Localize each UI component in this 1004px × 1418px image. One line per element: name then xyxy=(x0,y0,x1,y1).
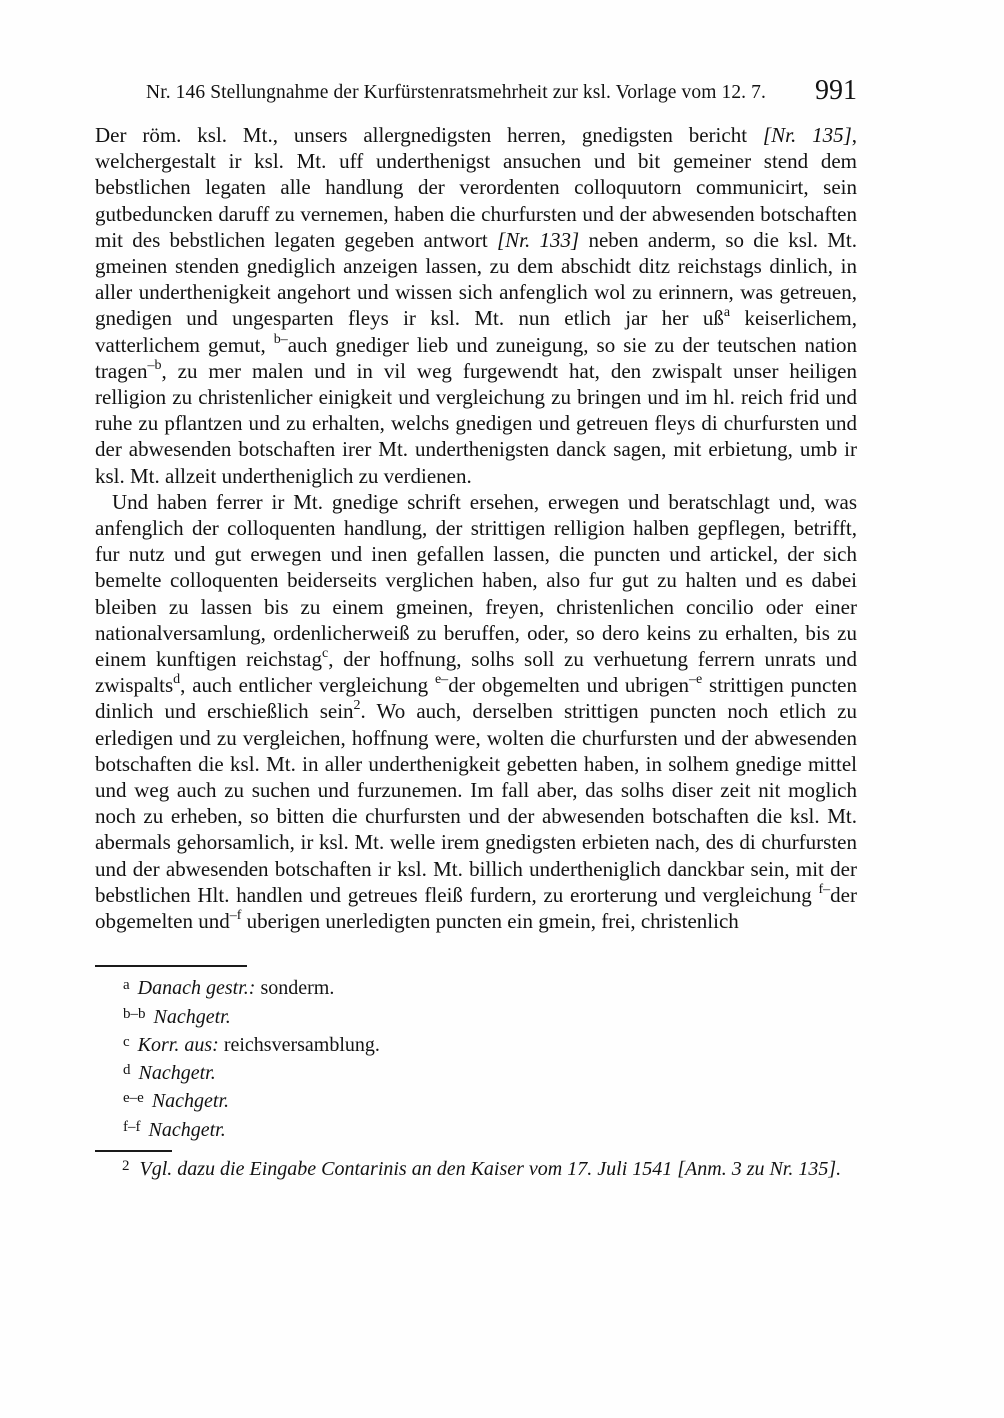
italic-segment: [Nr. 135] xyxy=(762,123,852,147)
document-body xyxy=(95,122,857,934)
apparatus-entry-e xyxy=(95,1088,857,1116)
footnote-2 xyxy=(95,1156,857,1185)
superscript-mark: a xyxy=(723,305,731,321)
apparatus-reading: sonderm. xyxy=(260,977,335,1000)
text-segment: , der hoffnung, solhs soll zu verhuetung ferrern unrats und zwispalts xyxy=(95,647,858,698)
apparatus-mark: f–f xyxy=(123,1118,141,1135)
apparatus-entry-d xyxy=(95,1060,857,1088)
apparatus-entry-f xyxy=(95,1117,857,1145)
apparatus-label: Nachgetr. xyxy=(151,1090,230,1113)
text-segment: . Wo auch, derselben strittigen puncten noch etlich zu erledigen und zu vergleichen, hoffnung were, wolten die churfursten und der abwesenden botschaften die ksl. Mt. in aller underthenigkeit gebetten haben, in solhem gnedige mittel und weg auch zu suchen und furzunemen. Im fall aber, das solhs diser zeit nit moglich noch zu erheben, so bitten die churfursten und der abwesenden botschaften die ksl. Mt. abermals gehorsamlich, ir ksl. Mt. welle irem gnedigsten erbieten nach, des di churfursten und der abwesenden botschaften ir ksl. Mt. billich undertheniglich danckbar sein, mit der bebstlichen Hlt. handlen und getreues fleiß furdern, zu erorterung und vergleichung xyxy=(95,699,857,907)
apparatus-label: Nachgetr. xyxy=(138,1062,216,1085)
superscript-mark: e– xyxy=(434,672,449,688)
apparatus-mark: d xyxy=(123,1062,131,1079)
body-paragraph-2 xyxy=(95,489,857,934)
body-paragraph-1 xyxy=(95,122,857,489)
apparatus-label: Danach gestr.: xyxy=(137,977,256,1000)
page-number: 991 xyxy=(815,75,857,106)
text-segment: Und haben ferrer ir Mt. gnedige schrift ersehen, erwegen und beratschlagt und, was anfenglich der colloquenten handlung, der strittigen relligion halben gepflegen, betrifft, fur nutz und gut erwegen und inen gefallen lassen, die puncten und artickel, der sich bemelte colloquenten beiderseits verglichen haben, also fur gut zu halten und es dabei bleiben zu lassen bis zu einem gmeinen, freyen, christenlichen concilio oder einer nationalversamlung, ordenlicherweiß zu beruffen, oder, so dero keins zu erhalten, bis zu einem kunftigen reichstag xyxy=(95,489,857,672)
apparatus-mark: b–b xyxy=(123,1005,146,1022)
running-header-title: Nr. 146 Stellungnahme der Kurfürstenratsmehrheit zur ksl. Vorlage vom 12. 7. xyxy=(146,82,766,103)
apparatus-label: Nachgetr. xyxy=(153,1005,231,1028)
italic-segment: [Nr. 133] xyxy=(496,227,580,252)
text-segment: neben anderm, so die ksl. Mt. gmeinen stenden gnediglich anzeigen lassen, zu dem abschidt ditz reichstags dinlich, in aller underthenigkeit angehort und wissen sich anfenglich wol zu erinnern, was getreuen, gnedigen und ungesparten fleys ir ksl. Mt. nun etlich jar her uß xyxy=(95,227,857,331)
footnote-divider xyxy=(95,1150,172,1152)
superscript-mark: d xyxy=(173,672,181,688)
superscript-mark: 2 xyxy=(353,698,361,714)
apparatus-entry-a xyxy=(95,975,857,1003)
superscript-mark: c xyxy=(321,646,329,662)
apparatus-mark: a xyxy=(123,977,130,994)
text-segment: keiserlichem, vatterlichem gemut, xyxy=(95,306,857,357)
text-segment: uberigen unerledigten puncten ein gmein, frei, christenlich xyxy=(241,909,739,934)
apparatus-label: Nachgetr. xyxy=(148,1118,226,1141)
superscript-mark: –e xyxy=(689,672,703,688)
apparatus-entry-b xyxy=(95,1004,857,1032)
text-segment: Der röm. ksl. Mt., unsers allergnedigsten herren, gnedigsten bericht xyxy=(95,123,763,147)
superscript-mark: –f xyxy=(229,908,242,924)
text-segment: der obgemelten und xyxy=(95,882,857,934)
apparatus-mark: c xyxy=(123,1033,130,1050)
apparatus-entry-c xyxy=(95,1032,857,1060)
text-segment: auch gnediger lieb und zuneigung, so sie zu der teutschen nation tragen xyxy=(95,332,857,383)
running-header xyxy=(95,75,857,110)
superscript-mark: –b xyxy=(147,357,162,373)
apparatus-label: Korr. aus: xyxy=(137,1033,219,1056)
footnote-text: Vgl. dazu die Eingabe Contarinis an den Kaiser vom 17. Juli 1541 [Anm. 3 zu Nr. 135]. xyxy=(139,1158,842,1181)
text-segment: , zu mer malen und in vil weg furgewendt hat, den zwispalt unser heiligen relligion zu christenlicher einigkeit und vergleichung zu bringen und im hl. reich frid und ruhe zu pflantzen und zu erhalten, welchs gnedigen und getreuen fleys di churfursten und der abwesenden botschaften irer Mt. underthenigsten danck sagen, mit erbietung, umb ir ksl. Mt. allzeit undertheniglich zu verdienen. xyxy=(95,358,857,488)
superscript-mark: b– xyxy=(273,331,288,347)
text-segment: strittigen puncten dinlich und erschießlich sein xyxy=(95,673,857,724)
superscript-mark: f– xyxy=(818,881,831,897)
apparatus-mark: e–e xyxy=(123,1090,144,1107)
critical-apparatus xyxy=(95,975,857,1145)
text-segment: der obgemelten und ubrigen xyxy=(448,673,690,698)
text-segment: , auch entlicher vergleichung xyxy=(180,673,435,698)
text-block xyxy=(95,75,858,1185)
text-segment: , welchergestalt ir ksl. Mt. uff underthenigst ansuchen und bit gemeiner stend dem bebstlichen legaten alle handlung der verordenten colloquutorn communicirt, sein gutbeduncken daruff zu vernemen, haben die churfursten und der abwesenden botschaften mit des bebstlichen legaten gegeben antwort xyxy=(95,123,857,252)
apparatus-reading: reichsversamblung. xyxy=(223,1033,380,1056)
apparatus-divider xyxy=(95,965,247,967)
footnote-number: 2 xyxy=(122,1158,130,1175)
